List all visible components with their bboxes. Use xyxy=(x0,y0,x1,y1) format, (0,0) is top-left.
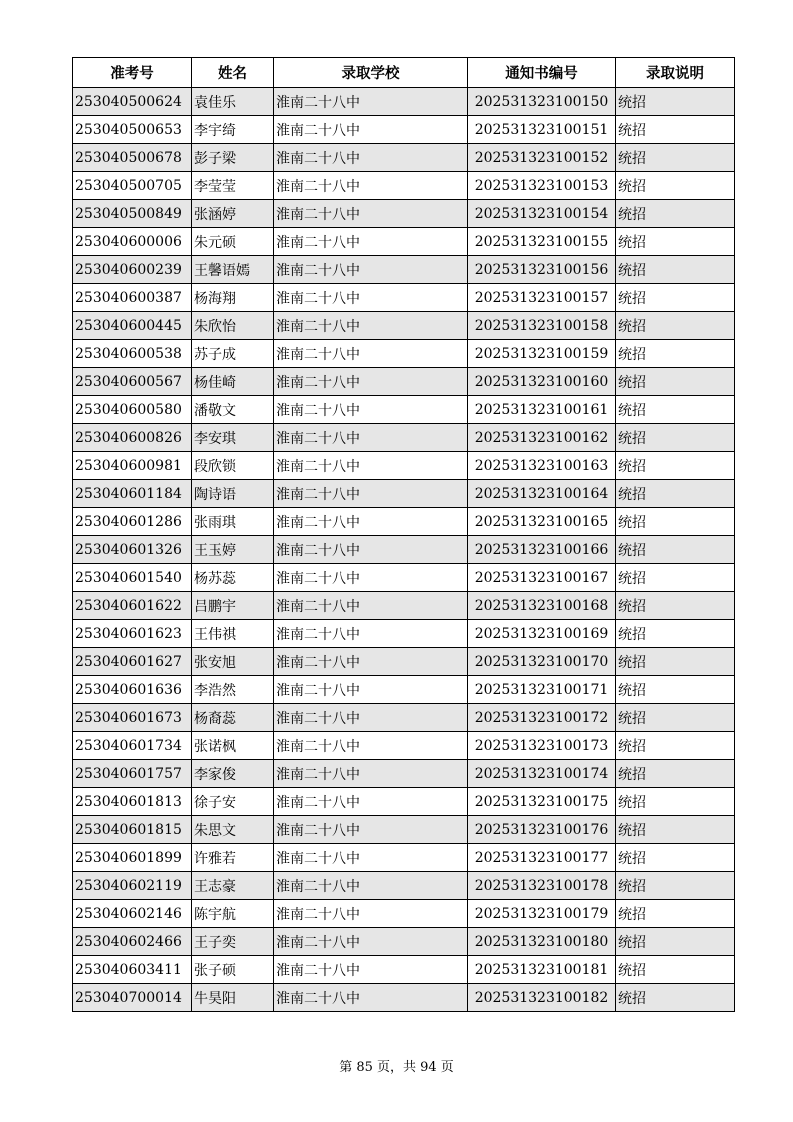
cell-exam-number: 253040602146 xyxy=(73,900,192,928)
cell-name: 朱元硕 xyxy=(192,228,274,256)
cell-notice-number: 202531323100173 xyxy=(468,732,616,760)
cell-notice-number: 202531323100172 xyxy=(468,704,616,732)
cell-admission-note: 统招 xyxy=(616,340,735,368)
cell-school: 淮南二十八中 xyxy=(274,984,468,1012)
cell-admission-note: 统招 xyxy=(616,368,735,396)
cell-exam-number: 253040600580 xyxy=(73,396,192,424)
cell-notice-number: 202531323100157 xyxy=(468,284,616,312)
cell-school: 淮南二十八中 xyxy=(274,760,468,788)
cell-notice-number: 202531323100175 xyxy=(468,788,616,816)
cell-exam-number: 253040601540 xyxy=(73,564,192,592)
header-name: 姓名 xyxy=(192,58,274,88)
cell-exam-number: 253040601627 xyxy=(73,648,192,676)
cell-name: 陶诗语 xyxy=(192,480,274,508)
cell-notice-number: 202531323100150 xyxy=(468,88,616,116)
table-row xyxy=(73,788,735,816)
cell-admission-note: 统招 xyxy=(616,116,735,144)
cell-admission-note: 统招 xyxy=(616,788,735,816)
cell-notice-number: 202531323100156 xyxy=(468,256,616,284)
cell-exam-number: 253040601815 xyxy=(73,816,192,844)
cell-name: 吕鹏宇 xyxy=(192,592,274,620)
cell-school: 淮南二十八中 xyxy=(274,872,468,900)
cell-notice-number: 202531323100154 xyxy=(468,200,616,228)
cell-name: 李安琪 xyxy=(192,424,274,452)
cell-admission-note: 统招 xyxy=(616,228,735,256)
table-row xyxy=(73,592,735,620)
cell-school: 淮南二十八中 xyxy=(274,648,468,676)
cell-admission-note: 统招 xyxy=(616,732,735,760)
cell-exam-number: 253040600981 xyxy=(73,452,192,480)
cell-exam-number: 253040500653 xyxy=(73,116,192,144)
cell-name: 李家俊 xyxy=(192,760,274,788)
cell-notice-number: 202531323100168 xyxy=(468,592,616,620)
cell-exam-number: 253040601757 xyxy=(73,760,192,788)
cell-admission-note: 统招 xyxy=(616,592,735,620)
cell-school: 淮南二十八中 xyxy=(274,424,468,452)
cell-name: 杨海翔 xyxy=(192,284,274,312)
table-row xyxy=(73,424,735,452)
cell-exam-number: 253040601636 xyxy=(73,676,192,704)
cell-name: 朱欣怡 xyxy=(192,312,274,340)
cell-notice-number: 202531323100174 xyxy=(468,760,616,788)
cell-notice-number: 202531323100180 xyxy=(468,928,616,956)
table-row xyxy=(73,816,735,844)
cell-admission-note: 统招 xyxy=(616,284,735,312)
cell-name: 杨佳崎 xyxy=(192,368,274,396)
cell-exam-number: 253040601184 xyxy=(73,480,192,508)
cell-name: 许雅若 xyxy=(192,844,274,872)
cell-school: 淮南二十八中 xyxy=(274,536,468,564)
cell-name: 潘敬文 xyxy=(192,396,274,424)
cell-name: 张涵婷 xyxy=(192,200,274,228)
cell-notice-number: 202531323100169 xyxy=(468,620,616,648)
cell-admission-note: 统招 xyxy=(616,928,735,956)
cell-exam-number: 253040600567 xyxy=(73,368,192,396)
cell-exam-number: 253040500705 xyxy=(73,172,192,200)
table-row xyxy=(73,984,735,1012)
cell-admission-note: 统招 xyxy=(616,508,735,536)
cell-school: 淮南二十八中 xyxy=(274,844,468,872)
cell-school: 淮南二十八中 xyxy=(274,368,468,396)
table-row xyxy=(73,368,735,396)
cell-name: 王玉婷 xyxy=(192,536,274,564)
cell-name: 李莹莹 xyxy=(192,172,274,200)
cell-exam-number: 253040700014 xyxy=(73,984,192,1012)
table-row xyxy=(73,480,735,508)
cell-exam-number: 253040601286 xyxy=(73,508,192,536)
table-row xyxy=(73,760,735,788)
cell-school: 淮南二十八中 xyxy=(274,312,468,340)
table-row xyxy=(73,900,735,928)
cell-school: 淮南二十八中 xyxy=(274,704,468,732)
cell-admission-note: 统招 xyxy=(616,956,735,984)
table-row xyxy=(73,732,735,760)
cell-school: 淮南二十八中 xyxy=(274,732,468,760)
cell-exam-number: 253040601899 xyxy=(73,844,192,872)
cell-name: 牛昊阳 xyxy=(192,984,274,1012)
cell-notice-number: 202531323100155 xyxy=(468,228,616,256)
cell-exam-number: 253040600006 xyxy=(73,228,192,256)
cell-notice-number: 202531323100167 xyxy=(468,564,616,592)
cell-notice-number: 202531323100153 xyxy=(468,172,616,200)
cell-school: 淮南二十八中 xyxy=(274,172,468,200)
cell-school: 淮南二十八中 xyxy=(274,284,468,312)
cell-admission-note: 统招 xyxy=(616,816,735,844)
cell-admission-note: 统招 xyxy=(616,88,735,116)
table-row xyxy=(73,284,735,312)
table-row xyxy=(73,396,735,424)
table-row xyxy=(73,844,735,872)
cell-notice-number: 202531323100152 xyxy=(468,144,616,172)
cell-notice-number: 202531323100159 xyxy=(468,340,616,368)
cell-exam-number: 253040600826 xyxy=(73,424,192,452)
cell-admission-note: 统招 xyxy=(616,172,735,200)
cell-notice-number: 202531323100151 xyxy=(468,116,616,144)
cell-admission-note: 统招 xyxy=(616,200,735,228)
table-header-row xyxy=(73,58,735,88)
cell-admission-note: 统招 xyxy=(616,984,735,1012)
cell-exam-number: 253040500624 xyxy=(73,88,192,116)
cell-notice-number: 202531323100179 xyxy=(468,900,616,928)
cell-admission-note: 统招 xyxy=(616,312,735,340)
cell-exam-number: 253040601326 xyxy=(73,536,192,564)
table-row xyxy=(73,452,735,480)
table-row xyxy=(73,88,735,116)
cell-school: 淮南二十八中 xyxy=(274,564,468,592)
cell-admission-note: 统招 xyxy=(616,144,735,172)
cell-school: 淮南二十八中 xyxy=(274,480,468,508)
cell-admission-note: 统招 xyxy=(616,620,735,648)
cell-name: 李宇绮 xyxy=(192,116,274,144)
cell-name: 苏子成 xyxy=(192,340,274,368)
cell-school: 淮南二十八中 xyxy=(274,396,468,424)
cell-exam-number: 253040600387 xyxy=(73,284,192,312)
cell-notice-number: 202531323100160 xyxy=(468,368,616,396)
cell-school: 淮南二十八中 xyxy=(274,956,468,984)
admission-table xyxy=(72,57,735,1012)
table-row xyxy=(73,704,735,732)
cell-admission-note: 统招 xyxy=(616,844,735,872)
cell-notice-number: 202531323100162 xyxy=(468,424,616,452)
cell-exam-number: 253040602466 xyxy=(73,928,192,956)
cell-notice-number: 202531323100158 xyxy=(468,312,616,340)
cell-name: 杨裔蕊 xyxy=(192,704,274,732)
cell-school: 淮南二十八中 xyxy=(274,592,468,620)
cell-name: 朱思文 xyxy=(192,816,274,844)
cell-notice-number: 202531323100165 xyxy=(468,508,616,536)
cell-exam-number: 253040601623 xyxy=(73,620,192,648)
cell-notice-number: 202531323100164 xyxy=(468,480,616,508)
cell-name: 张安旭 xyxy=(192,648,274,676)
cell-admission-note: 统招 xyxy=(616,536,735,564)
cell-exam-number: 253040601734 xyxy=(73,732,192,760)
table-row xyxy=(73,340,735,368)
cell-school: 淮南二十八中 xyxy=(274,88,468,116)
cell-admission-note: 统招 xyxy=(616,676,735,704)
cell-school: 淮南二十八中 xyxy=(274,788,468,816)
header-notice-number: 通知书编号 xyxy=(468,58,616,88)
cell-notice-number: 202531323100166 xyxy=(468,536,616,564)
table-row xyxy=(73,956,735,984)
cell-school: 淮南二十八中 xyxy=(274,228,468,256)
table-row xyxy=(73,312,735,340)
cell-admission-note: 统招 xyxy=(616,480,735,508)
cell-school: 淮南二十八中 xyxy=(274,340,468,368)
cell-name: 张诺枫 xyxy=(192,732,274,760)
page-footer: 第 85 页，共 94 页 xyxy=(339,1060,454,1075)
table-row xyxy=(73,928,735,956)
table-row xyxy=(73,872,735,900)
cell-name: 王馨语嫣 xyxy=(192,256,274,284)
cell-admission-note: 统招 xyxy=(616,256,735,284)
cell-name: 张雨琪 xyxy=(192,508,274,536)
cell-notice-number: 202531323100177 xyxy=(468,844,616,872)
cell-admission-note: 统招 xyxy=(616,424,735,452)
cell-exam-number: 253040602119 xyxy=(73,872,192,900)
cell-exam-number: 253040600538 xyxy=(73,340,192,368)
cell-admission-note: 统招 xyxy=(616,872,735,900)
cell-school: 淮南二十八中 xyxy=(274,200,468,228)
header-admission-note: 录取说明 xyxy=(616,58,735,88)
cell-notice-number: 202531323100170 xyxy=(468,648,616,676)
cell-exam-number: 253040601813 xyxy=(73,788,192,816)
table-row xyxy=(73,144,735,172)
cell-admission-note: 统招 xyxy=(616,452,735,480)
table-row xyxy=(73,200,735,228)
cell-notice-number: 202531323100176 xyxy=(468,816,616,844)
table-row xyxy=(73,676,735,704)
table-row xyxy=(73,508,735,536)
cell-notice-number: 202531323100178 xyxy=(468,872,616,900)
cell-exam-number: 253040500678 xyxy=(73,144,192,172)
cell-school: 淮南二十八中 xyxy=(274,928,468,956)
cell-name: 杨苏蕊 xyxy=(192,564,274,592)
cell-name: 王子奕 xyxy=(192,928,274,956)
cell-exam-number: 253040603411 xyxy=(73,956,192,984)
cell-admission-note: 统招 xyxy=(616,564,735,592)
cell-exam-number: 253040500849 xyxy=(73,200,192,228)
table-body xyxy=(73,88,735,1012)
header-school: 录取学校 xyxy=(274,58,468,88)
cell-school: 淮南二十八中 xyxy=(274,900,468,928)
cell-admission-note: 统招 xyxy=(616,704,735,732)
cell-exam-number: 253040601622 xyxy=(73,592,192,620)
cell-notice-number: 202531323100163 xyxy=(468,452,616,480)
table-row xyxy=(73,228,735,256)
cell-notice-number: 202531323100181 xyxy=(468,956,616,984)
cell-admission-note: 统招 xyxy=(616,396,735,424)
cell-name: 陈宇航 xyxy=(192,900,274,928)
table-row xyxy=(73,172,735,200)
table-row xyxy=(73,116,735,144)
cell-school: 淮南二十八中 xyxy=(274,816,468,844)
cell-name: 张子硕 xyxy=(192,956,274,984)
cell-notice-number: 202531323100182 xyxy=(468,984,616,1012)
cell-school: 淮南二十八中 xyxy=(274,676,468,704)
cell-name: 李浩然 xyxy=(192,676,274,704)
cell-school: 淮南二十八中 xyxy=(274,116,468,144)
cell-school: 淮南二十八中 xyxy=(274,620,468,648)
cell-notice-number: 202531323100171 xyxy=(468,676,616,704)
table-row xyxy=(73,256,735,284)
cell-name: 段欣锁 xyxy=(192,452,274,480)
cell-school: 淮南二十八中 xyxy=(274,508,468,536)
cell-exam-number: 253040601673 xyxy=(73,704,192,732)
cell-name: 彭子梁 xyxy=(192,144,274,172)
cell-name: 徐子安 xyxy=(192,788,274,816)
header-exam-number: 准考号 xyxy=(73,58,192,88)
cell-name: 王伟祺 xyxy=(192,620,274,648)
cell-school: 淮南二十八中 xyxy=(274,256,468,284)
table-row xyxy=(73,648,735,676)
cell-school: 淮南二十八中 xyxy=(274,452,468,480)
cell-name: 王志豪 xyxy=(192,872,274,900)
cell-notice-number: 202531323100161 xyxy=(468,396,616,424)
cell-exam-number: 253040600445 xyxy=(73,312,192,340)
cell-admission-note: 统招 xyxy=(616,648,735,676)
cell-name: 袁佳乐 xyxy=(192,88,274,116)
cell-admission-note: 统招 xyxy=(616,760,735,788)
cell-school: 淮南二十八中 xyxy=(274,144,468,172)
cell-exam-number: 253040600239 xyxy=(73,256,192,284)
table-row xyxy=(73,536,735,564)
table-row xyxy=(73,620,735,648)
cell-admission-note: 统招 xyxy=(616,900,735,928)
table-row xyxy=(73,564,735,592)
